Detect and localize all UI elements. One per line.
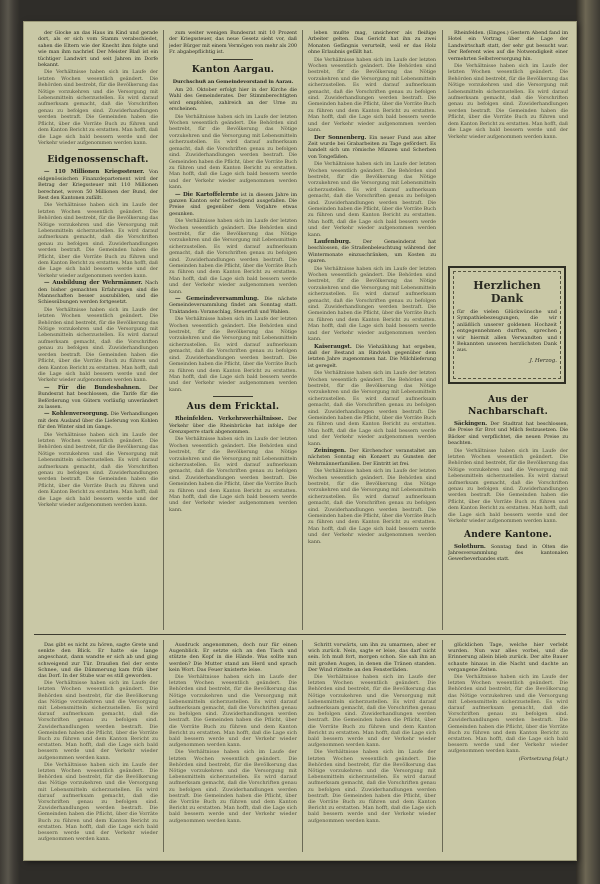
book-binding bbox=[576, 0, 600, 884]
feuilleton-column-2 bbox=[169, 642, 297, 852]
article-text: Die Verhältnisse haben sich im Laufe der letzten Wochen wesentlich geändert. Die Behörden sind bestrebt, für die Bevölkerung das Nötige vorzukehren und die Versorgung mit Lebensmitteln sicherzustellen. Es wird darauf aufmerksam gemacht, daß die Vorschriften genau zu befolgen sind. Zuwiderhandlungen werden bestraft. Die Gemeinden haben die Pflicht, über die Vorräte Buch zu führen und dem Kanton Bericht zu erstatten. Man hofft, daß die Lage sich bald bessern werde und der Verkehr wieder aufgenommen werden kann. bbox=[169, 113, 297, 191]
story-text: Die Verhältnisse haben sich im Laufe der letzten Wochen wesentlich geändert. Die Behörden sind bestrebt, für die Bevölkerung das Nötige vorzukehren und die Versorgung mit Lebensmitteln sicherzustellen. Es wird darauf aufmerksam gemacht, daß die Vorschriften genau zu befolgen sind. Zuwiderhandlungen werden bestraft. Die Gemeinden haben die Pflicht, über die Vorräte Buch zu führen und dem Kanton Bericht zu erstatten. Man hofft, daß die Lage sich bald bessern werde und der Verkehr wieder aufgenommen werden kann. bbox=[169, 749, 297, 824]
section-heading-andere-kantone: Andere Kantone. bbox=[464, 529, 552, 540]
column-rule bbox=[442, 640, 443, 852]
column-rule bbox=[302, 640, 303, 852]
item-title: Kaiseraugst. bbox=[314, 343, 352, 350]
thank-you-ad bbox=[448, 266, 566, 384]
story-text: Die Verhältnisse haben sich im Laufe der letzten Wochen wesentlich geändert. Die Behörden sind bestrebt, für die Bevölkerung das Nötige vorzukehren und die Versorgung mit Lebensmitteln sicherzustellen. Es wird darauf aufmerksam gemacht, daß die Vorschriften genau zu befolgen sind. Zuwiderhandlungen werden bestraft. Die Gemeinden haben die Pflicht, über die Vorräte Buch zu führen und dem Kanton Bericht zu erstatten. Man hofft, daß die Lage sich bald bessern werde und der Verkehr wieder aufgenommen werden kann. bbox=[308, 749, 436, 824]
article-text: Die Verhältnisse haben sich im Laufe der letzten Wochen wesentlich geändert. Die Behörden sind bestrebt, für die Bevölkerung das Nötige vorzukehren und die Versorgung mit Lebensmitteln sicherzustellen. Es wird darauf aufmerksam gemacht, daß die Vorschriften genau zu befolgen sind. Zuwiderhandlungen werden bestraft. Die Gemeinden haben die Pflicht, über die Vorräte Buch zu führen und dem Kanton Bericht zu erstatten. Man hofft, daß die Lage sich bald bessern werde und der Verkehr wieder aufgenommen werden kann. bbox=[38, 306, 158, 384]
item-title: Laufenburg. bbox=[314, 239, 351, 245]
column-rule bbox=[442, 30, 443, 630]
item-text: Die Viehzählung hat ergeben, daß der Bestand an Rindvieh gegenüber dem letzten Jahre zugenommen hat. Die Milchlieferung ist geregelt. bbox=[308, 343, 436, 369]
item-title: Der Sonnenberg. bbox=[314, 134, 367, 141]
column-4-lower bbox=[448, 390, 568, 630]
item-title: Solothurn. bbox=[454, 543, 486, 550]
item-text: Der Verkehr über die Rheinbrücke hat infolge der Grenzsperre stark abgenommen. bbox=[169, 416, 297, 435]
continued-note: (Fortsetzung folgt.) bbox=[518, 755, 568, 762]
newspaper-page bbox=[24, 22, 576, 860]
item-text: Am 20. Oktober erfolgt hier in der Kirche die Wahl des Gemeinderates. Der Stimmberechtigten wird empfohlen, zahlreich an der Urne zu erscheinen. bbox=[169, 87, 297, 113]
article-text: leben mußte mag, unsicherer als fleißige Arbeiter gelten. Das Gericht hat ihn zu zwei Monaten Gefängnis verurteilt, weil er das Holz ohne Erlaubnis gefällt hat. bbox=[308, 30, 436, 56]
section-heading-kanton-aargau: Kanton Aargau. bbox=[191, 64, 275, 75]
article-text: zum weiter wenigen Bundesrat mit 10 Prozent der Kriegssteuer, das neue Gesetz sieht vor, daß jeder Bürger mit einem Vermögen von mehr als 200 Fr. abgabepflichtig ist. bbox=[169, 30, 297, 56]
story-text: Das gibt es nicht zu hören, sagte Grete und senkte den Blick. Er hatte sie lange angeschaut, dann wandte er sich ab und ging schweigend zur Tür. Draußen fiel der erste Schnee, und die Dämmerung kam früh über das Dorf. In der Stube war es still geworden. bbox=[38, 642, 158, 680]
article-text: Die Verhältnisse haben sich im Laufe der letzten Wochen wesentlich geändert. Die Behörden sind bestrebt, für die Bevölkerung das Nötige vorzukehren und die Versorgung mit Lebensmitteln sicherzustellen. Es wird darauf aufmerksam gemacht, daß die Vorschriften genau zu befolgen sind. Zuwiderhandlungen werden bestraft. Die Gemeinden haben die Pflicht, über die Vorräte Buch zu führen und dem Kanton Bericht zu erstatten. Man hofft, daß die Lage sich bald bessern werde und der Verkehr wieder aufgenommen werden kann. bbox=[308, 370, 436, 447]
column-rule bbox=[163, 640, 164, 852]
item-title: Rheinfelden. Verkehrsverhältnisse. bbox=[175, 416, 284, 423]
thank-you-signature: J. Herzog. bbox=[529, 357, 557, 364]
story-text: Schritt vorwärts, um ihn zu umarmen, aber er wich zurück. Nein, sagte er leise, das darf nicht sein. Ich muß fort, morgen schon. Sie sah ihn an mit großen Augen, in denen die Tränen standen. Der Wind rüttelte an den Fensterläden. bbox=[308, 642, 436, 673]
story-text: Die Verhältnisse haben sich im Laufe der letzten Wochen wesentlich geändert. Die Behörden sind bestrebt, für die Bevölkerung das Nötige vorzukehren und die Versorgung mit Lebensmitteln sicherzustellen. Es wird darauf aufmerksam gemacht, daß die Vorschriften genau zu befolgen sind. Zuwiderhandlungen werden bestraft. Die Gemeinden haben die Pflicht, über die Vorräte Buch zu führen und dem Kanton Bericht zu erstatten. Man hofft, daß die Lage sich bald bessern werde und der Verkehr wieder aufgenommen werden kann. bbox=[38, 761, 158, 843]
article-text: Die Verhältnisse haben sich im Laufe der letzten Wochen wesentlich geändert. Die Behörden sind bestrebt, für die Bevölkerung das Nötige vorzukehren und die Versorgung mit Lebensmitteln sicherzustellen. Es wird darauf aufmerksam gemacht, daß die Vorschriften genau zu befolgen sind. Zuwiderhandlungen werden bestraft. Die Gemeinden haben die Pflicht, über die Vorräte Buch zu führen und dem Kanton Bericht zu erstatten. Man hofft, daß die Lage sich bald bessern werde und der Verkehr wieder aufgenommen werden kann. bbox=[169, 436, 297, 513]
story-text: Ausdruck angenommen, doch nur für einen Augenblick. Er setzte sich an den Tisch und stützte den Kopf in die Hände. Was sollte nun werden? Die Mutter stand am Herd und sprach kein Wort. Das Feuer knisterte leise. bbox=[169, 642, 297, 673]
item-title: — Die Kartoffelernte bbox=[175, 191, 239, 198]
item-title: — Für die Bundesbahnen. bbox=[44, 384, 141, 391]
column-rule bbox=[302, 30, 303, 630]
thank-you-ad-frame bbox=[453, 271, 561, 379]
item-text: Die nächste Gemeindeversammlung findet am Sonntag statt. Traktanden: Voranschlag, Steuerfuß und Wahlen. bbox=[169, 296, 297, 315]
item-text: ist in diesem Jahre im ganzen Kanton sehr befriedigend ausgefallen. Die Preise sind gegenüber dem Vorjahre etwas gesunken. bbox=[169, 191, 297, 217]
separator bbox=[78, 149, 118, 150]
item-text: Sonntag fand in Olten die Jahresversammlung des kantonalen Gewerbeverbandes statt. bbox=[448, 543, 568, 563]
column-3 bbox=[308, 30, 436, 630]
item-text: Von eidgenössischen Finanzdepartement wird der Betrag der Kriegssteuer mit 110 Millionen berechnet, wovon 50 Millionen der Bund, der Rest den Kantonen zufällt. bbox=[38, 169, 158, 201]
story-text: Die Verhältnisse haben sich im Laufe der letzten Wochen wesentlich geändert. Die Behörden sind bestrebt, für die Bevölkerung das Nötige vorzukehren und die Versorgung mit Lebensmitteln sicherzustellen. Es wird darauf aufmerksam gemacht, daß die Vorschriften genau zu befolgen sind. Zuwiderhandlungen werden bestraft. Die Gemeinden haben die Pflicht, über die Vorräte Buch zu führen und dem Kanton Bericht zu erstatten. Man hofft, daß die Lage sich bald bessern werde und der Verkehr wieder aufgenommen werden kann. bbox=[38, 680, 158, 761]
item-title: — Ausbildung der Wehrmänner. bbox=[44, 280, 143, 287]
item-text: Der Kirchenchor veranstaltet am nächsten Sonntag ein Konzert zu Gunsten der Wehrmännerfamilien. Der Eintritt ist frei. bbox=[308, 448, 436, 467]
item-text: Ein neuer Fund aus alter Zeit wurde bei Grabarbeiten zu Tage gefördert. Es handelt sich um römische Münzen und Scherben von Tongefäßen. bbox=[308, 134, 436, 160]
separator bbox=[213, 59, 253, 60]
feuilleton-divider bbox=[34, 634, 566, 635]
story-text: Die Verhältnisse haben sich im Laufe der letzten Wochen wesentlich geändert. Die Behörden sind bestrebt, für die Bevölkerung das Nötige vorzukehren und die Versorgung mit Lebensmitteln sicherzustellen. Es wird darauf aufmerksam gemacht, daß die Vorschriften genau zu befolgen sind. Zuwiderhandlungen werden bestraft. Die Gemeinden haben die Pflicht, über die Vorräte Buch zu führen und dem Kanton Bericht zu erstatten. Man hofft, daß die Lage sich bald bessern werde und der Verkehr wieder aufgenommen werden kann. bbox=[448, 674, 568, 755]
story-text: glücklichen Tage, welche hier verlebt wurden. Nun war alles vorbei, und die Erinnerung allein blieb zurück. Der alte Bauer schaute hinaus in die Nacht und dachte an vergangene Zeiten. bbox=[448, 642, 568, 673]
article-text: Die Verhältnisse haben sich im Laufe der letzten Wochen wesentlich geändert. Die Behörden sind bestrebt, für die Bevölkerung das Nötige vorzukehren und die Versorgung mit Lebensmitteln sicherzustellen. Es wird darauf aufmerksam gemacht, daß die Vorschriften genau zu befolgen sind. Zuwiderhandlungen werden bestraft. Die Gemeinden haben die Pflicht, über die Vorräte Buch zu führen und dem Kanton Bericht zu erstatten. Man hofft, daß die Lage sich bald bessern werde und der Verkehr wieder aufgenommen werden kann. bbox=[448, 447, 568, 525]
article-text: Die Verhältnisse haben sich im Laufe der letzten Wochen wesentlich geändert. Die Behörden sind bestrebt, für die Bevölkerung das Nötige vorzukehren und die Versorgung mit Lebensmitteln sicherzustellen. Es wird darauf aufmerksam gemacht, daß die Vorschriften genau zu befolgen sind. Zuwiderhandlungen werden bestraft. Die Gemeinden haben die Pflicht, über die Vorräte Buch zu führen und dem Kanton Bericht zu erstatten. Man hofft, daß die Lage sich bald bessern werde und der Verkehr wieder aufgenommen werden kann. bbox=[38, 431, 158, 509]
column-rule bbox=[163, 30, 164, 630]
separator bbox=[213, 396, 253, 397]
item-text: Der Stadtrat hat beschlossen, die Preise für Brot und Milch festzusetzen. Die Bäcker sind verpflichtet, die neuen Preise zu beachten. bbox=[448, 421, 568, 447]
article-text: Die Verhältnisse haben sich im Laufe der letzten Wochen wesentlich geändert. Die Behörden sind bestrebt, für die Bevölkerung das Nötige vorzukehren und die Versorgung mit Lebensmitteln sicherzustellen. Es wird darauf aufmerksam gemacht, daß die Vorschriften genau zu befolgen sind. Zuwiderhandlungen werden bestraft. Die Gemeinden haben die Pflicht, über die Vorräte Buch zu führen und dem Kanton Bericht zu erstatten. Man hofft, daß die Lage sich bald bessern werde und der Verkehr wieder aufgenommen werden kann. bbox=[38, 202, 158, 279]
item-text: Der Bundesrat hat beschlossen, die Tarife für die Beförderung von Gütern vorläufig unverändert zu lassen. bbox=[38, 384, 158, 410]
item-title: — Kohlenversorgung. bbox=[44, 411, 109, 418]
article-text: Die Verhältnisse haben sich im Laufe der letzten Wochen wesentlich geändert. Die Behörden sind bestrebt, für die Bevölkerung das Nötige vorzukehren und die Versorgung mit Lebensmitteln sicherzustellen. Es wird darauf aufmerksam gemacht, daß die Vorschriften genau zu befolgen sind. Zuwiderhandlungen werden bestraft. Die Gemeinden haben die Pflicht, über die Vorräte Buch zu führen und dem Kanton Bericht zu erstatten. Man hofft, daß die Lage sich bald bessern werde und der Verkehr wieder aufgenommen werden kann. bbox=[448, 63, 568, 140]
column-2 bbox=[169, 30, 297, 630]
item-text: Nach den bisher gemachten Erfahrungen sind die Mannschaften besser auszubilden, und die Schiessübungen werden fortgesetzt. bbox=[38, 280, 158, 306]
item-text: Der Gemeinderat hat beschlossen, die Straßenbeleuchtung während der Wintermonate einzuschränken, um Kosten zu sparen. bbox=[308, 239, 436, 265]
thank-you-title: Herzlichen Dank bbox=[473, 279, 541, 305]
story-text: Die Verhältnisse haben sich im Laufe der letzten Wochen wesentlich geändert. Die Behörden sind bestrebt, für die Bevölkerung das Nötige vorzukehren und die Versorgung mit Lebensmitteln sicherzustellen. Es wird darauf aufmerksam gemacht, daß die Vorschriften genau zu befolgen sind. Zuwiderhandlungen werden bestraft. Die Gemeinden haben die Pflicht, über die Vorräte Buch zu führen und dem Kanton Bericht zu erstatten. Man hofft, daß die Lage sich bald bessern werde und der Verkehr wieder aufgenommen werden kann. bbox=[308, 674, 436, 749]
story-text: Die Verhältnisse haben sich im Laufe der letzten Wochen wesentlich geändert. Die Behörden sind bestrebt, für die Bevölkerung das Nötige vorzukehren und die Versorgung mit Lebensmitteln sicherzustellen. Es wird darauf aufmerksam gemacht, daß die Vorschriften genau zu befolgen sind. Zuwiderhandlungen werden bestraft. Die Gemeinden haben die Pflicht, über die Vorräte Buch zu führen und dem Kanton Bericht zu erstatten. Man hofft, daß die Lage sich bald bessern werde und der Verkehr wieder aufgenommen werden kann. bbox=[169, 674, 297, 749]
article-text: Die Verhältnisse haben sich im Laufe der letzten Wochen wesentlich geändert. Die Behörden sind bestrebt, für die Bevölkerung das Nötige vorzukehren und die Versorgung mit Lebensmitteln sicherzustellen. Es wird darauf aufmerksam gemacht, daß die Vorschriften genau zu befolgen sind. Zuwiderhandlungen werden bestraft. Die Gemeinden haben die Pflicht, über die Vorräte Buch zu führen und dem Kanton Bericht zu erstatten. Man hofft, daß die Lage sich bald bessern werde und der Verkehr wieder aufgenommen werden kann. bbox=[169, 218, 297, 295]
section-heading-nachbarschaft: Aus der Nachbarschaft. bbox=[468, 395, 548, 417]
feuilleton-column-3 bbox=[308, 642, 436, 852]
item-title: Zeiningen. bbox=[314, 448, 346, 454]
item-title: — 110 Millionen Kriegssteuer. bbox=[44, 169, 145, 176]
item-title: Durchschuß an Gemeindevorstand in Aarau. bbox=[172, 78, 294, 85]
article-text: Rheinfelden. (Einges.) Gestern Abend fand im Hotel ein Vortrag über die Lage der Landwirtschaft statt, der sehr gut besucht war. Der Referent wies auf die Notwendigkeit einer vermehrten Selbstversorgung hin. bbox=[448, 30, 568, 62]
article-text: Die Verhältnisse haben sich im Laufe der letzten Wochen wesentlich geändert. Die Behörden sind bestrebt, für die Bevölkerung das Nötige vorzukehren und die Versorgung mit Lebensmitteln sicherzustellen. Es wird darauf aufmerksam gemacht, daß die Vorschriften genau zu befolgen sind. Zuwiderhandlungen werden bestraft. Die Gemeinden haben die Pflicht, über die Vorräte Buch zu führen und dem Kanton Bericht zu erstatten. Man hofft, daß die Lage sich bald bessern werde und der Verkehr wieder aufgenommen werden kann. bbox=[308, 468, 436, 545]
feuilleton-column-1 bbox=[38, 642, 158, 852]
section-heading-eidgenossenschaft: Eidgenossenschaft. bbox=[47, 155, 149, 166]
article-text: Die Verhältnisse haben sich im Laufe der letzten Wochen wesentlich geändert. Die Behörden sind bestrebt, für die Bevölkerung das Nötige vorzukehren und die Versorgung mit Lebensmitteln sicherzustellen. Es wird darauf aufmerksam gemacht, daß die Vorschriften genau zu befolgen sind. Zuwiderhandlungen werden bestraft. Die Gemeinden haben die Pflicht, über die Vorräte Buch zu führen und dem Kanton Bericht zu erstatten. Man hofft, daß die Lage sich bald bessern werde und der Verkehr wieder aufgenommen werden kann. bbox=[308, 161, 436, 238]
item-title: — Gemeindeversammlung. bbox=[175, 296, 259, 303]
item-title: Säckingen. bbox=[454, 421, 488, 427]
section-heading-fricktal: Aus dem Fricktal. bbox=[186, 402, 280, 413]
item-text: Die Verhandlungen mit dem Ausland über die Lieferung von Kohlen für den Winter sind im Gange. bbox=[38, 411, 158, 431]
feuilleton-column-4 bbox=[448, 642, 568, 852]
article-text: Die Verhältnisse haben sich im Laufe der letzten Wochen wesentlich geändert. Die Behörden sind bestrebt, für die Bevölkerung das Nötige vorzukehren und die Versorgung mit Lebensmitteln sicherzustellen. Es wird darauf aufmerksam gemacht, daß die Vorschriften genau zu befolgen sind. Zuwiderhandlungen werden bestraft. Die Gemeinden haben die Pflicht, über die Vorräte Buch zu führen und dem Kanton Bericht zu erstatten. Man hofft, daß die Lage sich bald bessern werde und der Verkehr wieder aufgenommen werden kann. bbox=[38, 69, 158, 146]
article-text: Die Verhältnisse haben sich im Laufe der letzten Wochen wesentlich geändert. Die Behörden sind bestrebt, für die Bevölkerung das Nötige vorzukehren und die Versorgung mit Lebensmitteln sicherzustellen. Es wird darauf aufmerksam gemacht, daß die Vorschriften genau zu befolgen sind. Zuwiderhandlungen werden bestraft. Die Gemeinden haben die Pflicht, über die Vorräte Buch zu führen und dem Kanton Bericht zu erstatten. Man hofft, daß die Lage sich bald bessern werde und der Verkehr wieder aufgenommen werden kann. bbox=[308, 56, 436, 134]
article-text: der Glocke an das Haus im Kind und gerade dort, als er sich vom Stamm verabschiedet, sahen die Eltern wie der Knecht ihm folgte und wie man ihm nachrief. Der Meister Blaß ist ein tüchtiger Landwirt und seit Jahren im Dorfe bekannt. bbox=[38, 30, 158, 69]
thank-you-text: für die vielen Glückwünsche und Sympathiebezeugungen, die wir anläßlich unserer goldenen Hochzeit entgegennehmen durften, sprechen wir hiermit allen Verwandten und Bekannten unseren herzlichsten Dank aus. bbox=[457, 309, 557, 354]
article-text: Die Verhältnisse haben sich im Laufe der letzten Wochen wesentlich geändert. Die Behörden sind bestrebt, für die Bevölkerung das Nötige vorzukehren und die Versorgung mit Lebensmitteln sicherzustellen. Es wird darauf aufmerksam gemacht, daß die Vorschriften genau zu befolgen sind. Zuwiderhandlungen werden bestraft. Die Gemeinden haben die Pflicht, über die Vorräte Buch zu führen und dem Kanton Bericht zu erstatten. Man hofft, daß die Lage sich bald bessern werde und der Verkehr wieder aufgenommen werden kann. bbox=[308, 265, 436, 343]
article-text: Die Verhältnisse haben sich im Laufe der letzten Wochen wesentlich geändert. Die Behörden sind bestrebt, für die Bevölkerung das Nötige vorzukehren und die Versorgung mit Lebensmitteln sicherzustellen. Es wird darauf aufmerksam gemacht, daß die Vorschriften genau zu befolgen sind. Zuwiderhandlungen werden bestraft. Die Gemeinden haben die Pflicht, über die Vorräte Buch zu führen und dem Kanton Bericht zu erstatten. Man hofft, daß die Lage sich bald bessern werde und der Verkehr wieder aufgenommen werden kann. bbox=[169, 316, 297, 393]
column-1 bbox=[38, 30, 158, 630]
